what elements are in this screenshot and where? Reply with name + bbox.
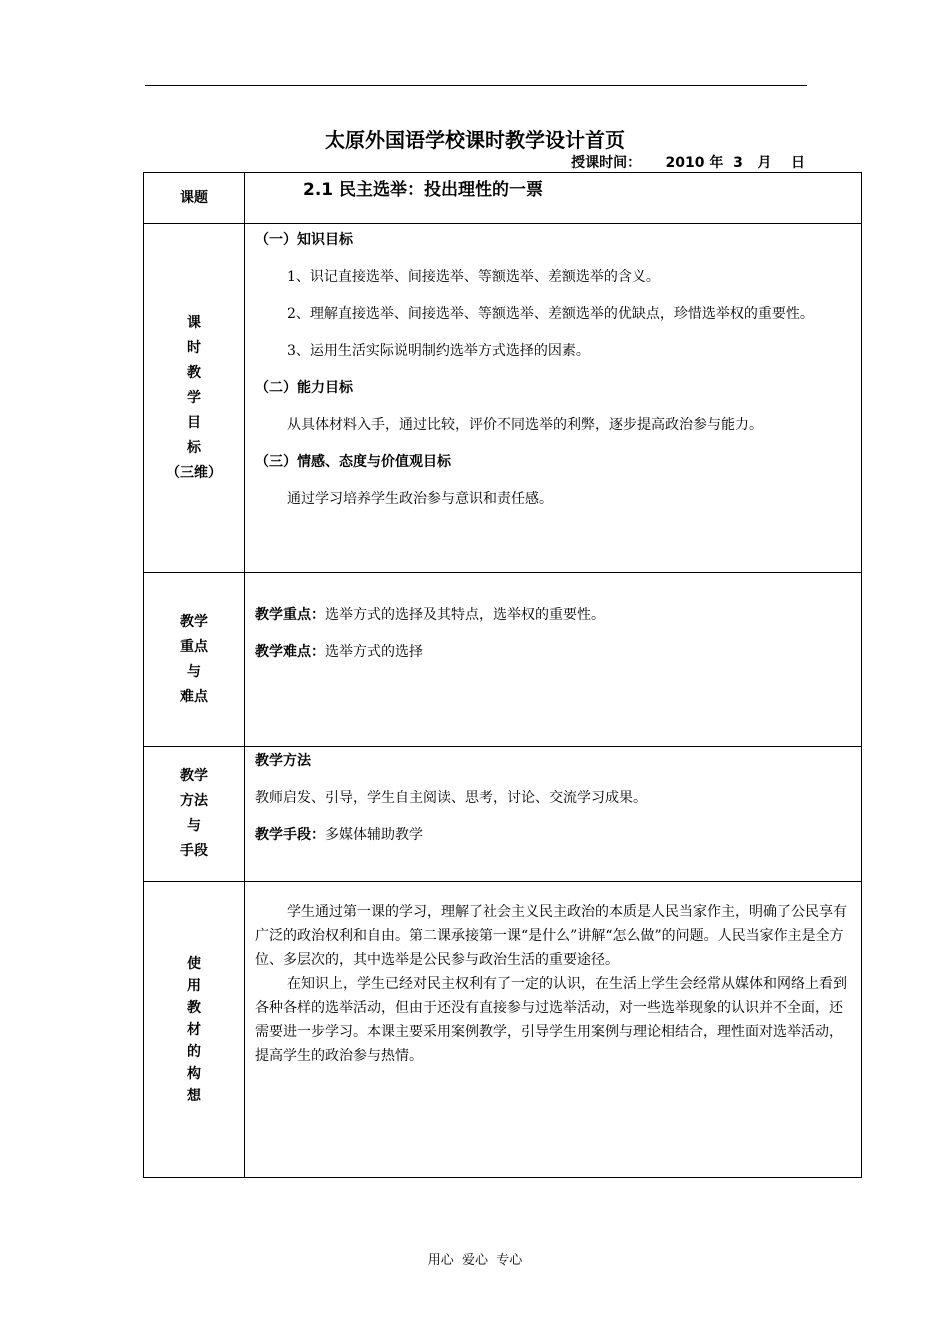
label-char: 目: [187, 414, 201, 431]
label-char: 学: [187, 389, 201, 406]
topic-value-cell: [245, 173, 862, 224]
difficulty-label: 教学难点：: [255, 644, 325, 660]
label-char: 教: [187, 364, 201, 381]
label-char: 标: [187, 439, 201, 456]
means-label: 教学手段：: [255, 827, 325, 843]
label-char: 的: [187, 1043, 201, 1060]
label-char: 使: [187, 955, 201, 972]
topic-value: 2.1 民主选举：投出理性的一票: [303, 180, 544, 200]
label-textbook: [144, 882, 245, 1178]
knowledge-item: 3、运用生活实际说明制约选举方式选择的因素。: [287, 343, 590, 359]
knowledge-item: 2、理解直接选举、间接选举、等额选举、差额选举的优缺点，珍惜选举权的重要性。: [287, 306, 814, 322]
label-char: 重点: [180, 638, 208, 655]
textbook-paragraph: 学生通过第一课的学习，理解了社会主义民主政治的本质是人民当家作主，明确了公民享有广泛的政治权利和自由。第二课承接第一课“是什么”讲解“怎么做”的问题。人民当家作主是全方位、多层次的，其中选举是公民参与政治生活的重要途径。: [255, 904, 847, 968]
methods-cell: [245, 747, 862, 882]
knowledge-heading: （一）知识目标: [255, 232, 353, 248]
label-char: 课: [187, 314, 201, 331]
means-line: [255, 823, 853, 847]
page-title: 太原外国语学校课时教学设计首页: [325, 128, 625, 152]
label-char: 教: [187, 999, 201, 1016]
focus-line: [255, 603, 853, 627]
means-text: 多媒体辅助教学: [325, 827, 423, 843]
ability-heading: （二）能力目标: [255, 380, 353, 396]
row-keypoints: [144, 573, 862, 747]
emotion-text: 通过学习培养学生政治参与意识和责任感。: [287, 491, 553, 507]
label-char: 构: [187, 1065, 201, 1082]
row-textbook: [144, 882, 862, 1178]
label-char: 难点: [180, 688, 208, 705]
label-methods: [144, 747, 245, 882]
label-char: 教学: [180, 613, 208, 630]
label-char: （三维）: [166, 464, 222, 481]
textbook-cell: [245, 882, 862, 1178]
difficulty-line: [255, 640, 853, 664]
footer-motto: 用心 爱心 专心: [427, 1253, 523, 1268]
label-char: 手段: [180, 843, 208, 859]
method-heading: 教学方法: [255, 753, 311, 769]
label-char: 与: [187, 663, 201, 680]
method-text: 教师启发、引导，学生自主阅读、思考，讨论、交流学习成果。: [255, 790, 647, 806]
row-methods: [144, 747, 862, 882]
lesson-date: 授课时间： 2010 年 3 月 日: [571, 155, 805, 171]
emotion-heading: （三）情感、态度与价值观目标: [255, 454, 451, 470]
label-char: 时: [187, 339, 201, 356]
lesson-design-table: [143, 172, 862, 1178]
keypoints-cell: [245, 573, 862, 747]
knowledge-item: 1、识记直接选举、间接选举、等额选举、差额选举的含义。: [287, 269, 660, 285]
header-rule: [145, 85, 807, 86]
label-char: 材: [187, 1021, 201, 1038]
label-char: 与: [187, 818, 201, 834]
label-char: 用: [187, 977, 201, 994]
label-char: 教学: [180, 768, 208, 784]
label-objectives: [144, 224, 245, 573]
label-char: 方法: [180, 793, 208, 809]
textbook-paragraph: 在知识上，学生已经对民主权利有了一定的认识，在生活上学生会经常从媒体和网络上看到各种各样的选举活动，但由于还没有直接参与过选举活动，对一些选举现象的认识并不全面，还需要进一步学习。本课主要采用案例教学，引导学生用案例与理论相结合，理性面对选举活动，提高学生的政治参与热情。: [255, 976, 847, 1064]
label-char: 想: [187, 1087, 201, 1104]
label-topic: 课题: [144, 173, 245, 224]
row-topic: [144, 173, 862, 224]
objectives-cell: [245, 224, 862, 573]
difficulty-text: 选举方式的选择: [325, 644, 423, 660]
ability-text: 从具体材料入手，通过比较，评价不同选举的利弊，逐步提高政治参与能力。: [287, 417, 763, 433]
focus-label: 教学重点：: [255, 607, 325, 623]
row-objectives: [144, 224, 862, 573]
focus-text: 选举方式的选择及其特点，选举权的重要性。: [325, 607, 605, 623]
label-keypoints: [144, 573, 245, 747]
